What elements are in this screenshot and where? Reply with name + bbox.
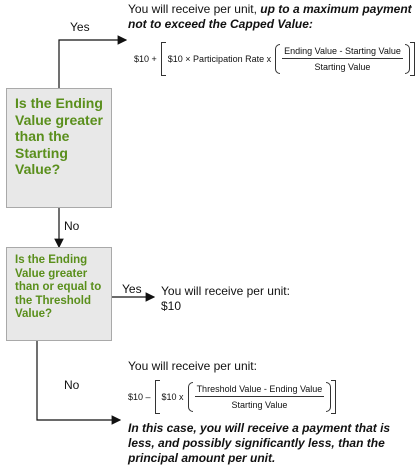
formula-capped-numerator: Ending Value - Starting Value xyxy=(282,46,403,59)
outcome-yes-1-prefix: You will receive per unit, xyxy=(128,2,261,16)
outcome-yes-2-line1: You will receive per unit: xyxy=(161,284,290,298)
outcome-no-2-text: You will receive per unit: xyxy=(128,359,257,373)
decision-box-ending-vs-threshold xyxy=(6,247,112,341)
formula-threshold-denominator: Starting Value xyxy=(231,400,288,410)
outcome-yes-2-text xyxy=(161,284,290,314)
formula-capped-term: $10 × Participation Rate x xyxy=(167,54,272,64)
open-paren xyxy=(188,382,193,412)
formula-capped-denominator: Starting Value xyxy=(314,62,371,72)
decision-question-1: Is the Ending Value greater than the Starting Value? xyxy=(15,95,103,177)
outcome-yes-2-amount: $10 xyxy=(161,299,182,313)
outcome-no-2-note: In this case, you will receive a payment that is less, and possibly significantly less, than the principal amount per unit. xyxy=(128,421,391,465)
yes-connector-1 xyxy=(59,40,126,88)
close-bracket xyxy=(331,380,336,414)
outcome-yes-1-emph: up to a maximum payment not to exceed the Capped Value: xyxy=(128,2,412,31)
close-bracket xyxy=(410,42,415,76)
yes-label-1: Yes xyxy=(70,20,90,34)
decision-box-ending-vs-starting xyxy=(6,88,112,208)
yes-label-2: Yes xyxy=(122,282,142,296)
no-label-1: No xyxy=(64,219,80,233)
formula-capped-fraction xyxy=(282,46,403,72)
formula-capped xyxy=(134,42,415,76)
formula-threshold-fraction xyxy=(195,384,325,410)
formula-threshold-term: $10 x xyxy=(161,392,184,402)
formula-capped-lead: $10 + xyxy=(134,54,157,64)
open-paren xyxy=(275,44,280,74)
decision-question-2: Is the Ending Value greater than or equal to the Threshold Value? xyxy=(15,254,102,321)
formula-threshold-numerator: Threshold Value - Ending Value xyxy=(195,384,325,397)
formula-threshold-lead: $10 – xyxy=(128,392,151,402)
formula-threshold xyxy=(128,380,336,414)
no-label-2: No xyxy=(64,378,80,392)
outcome-yes-1-text xyxy=(128,2,413,32)
open-bracket xyxy=(155,380,160,414)
open-bracket xyxy=(161,42,166,76)
